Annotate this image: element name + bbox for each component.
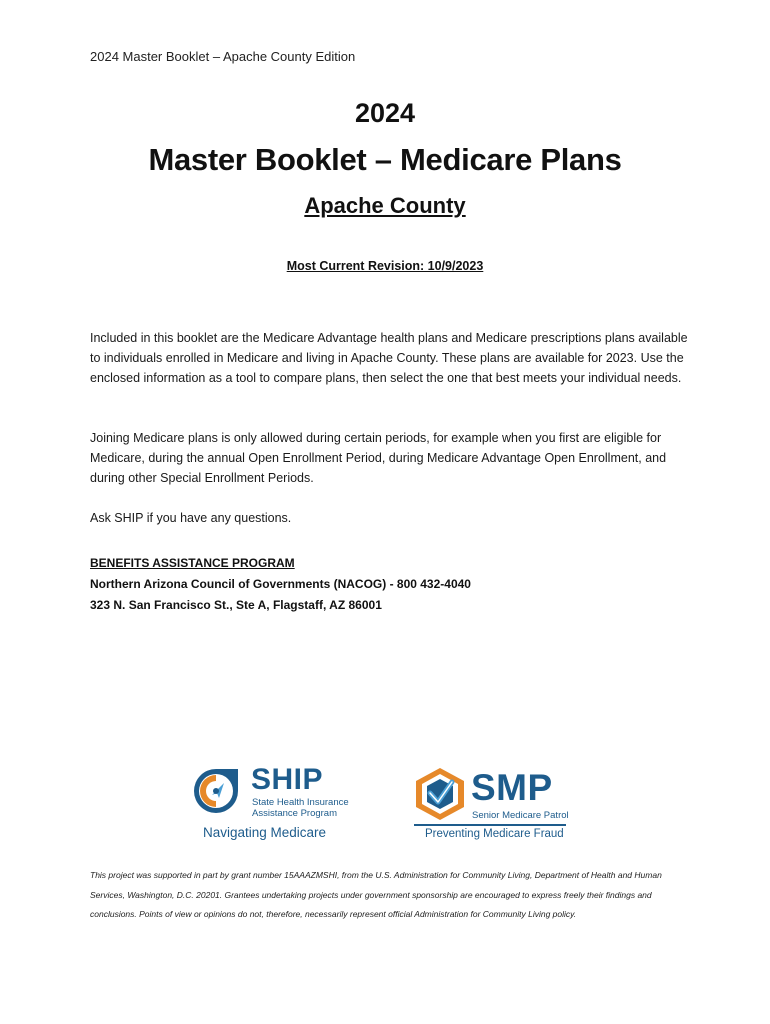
cover-title: Master Booklet – Medicare Plans (148, 142, 622, 177)
questions-paragraph: Ask SHIP if you have any questions. (90, 511, 292, 525)
contact-address: 323 N. San Francisco St., Ste A, Flagstaff, AZ 86001 (90, 598, 382, 612)
contact-heading: BENEFITS ASSISTANCE PROGRAM (90, 556, 295, 570)
ship-logo-title: SHIP (251, 763, 324, 796)
grant-disclaimer: This project was supported in part by grant number 15AAAZMSHI, from the U.S. Administration for Community Living, Department of Health and Human Services, Washington, D.C. 20201. Grantees undertaking projects under government sponsorship are encouraged to express freely their findings and conclusions. Points of view or opinions do not, therefore, necessarily represent official Administration for Community Living policy. (90, 870, 662, 919)
cover-county: Apache County (304, 193, 466, 218)
contact-organization: Northern Arizona Council of Governments (NACOG) - 800 432-4040 (90, 577, 471, 591)
ship-subtitle-line2: Assistance Program (252, 808, 338, 819)
smp-tagline: Preventing Medicare Fraud (425, 828, 564, 840)
ship-logo-subtitle (252, 797, 349, 819)
smp-shield-icon (412, 766, 468, 822)
ship-logo-icon (190, 765, 242, 817)
smp-logo-subtitle: Senior Medicare Patrol (472, 810, 569, 821)
revision-date: Most Current Revision: 10/9/2023 (286, 259, 484, 273)
ship-subtitle-line1: State Health Insurance (252, 797, 349, 808)
contact-block (90, 553, 471, 616)
smp-divider (414, 824, 566, 826)
intro-paragraph: Included in this booklet are the Medicare Advantage health plans and Medicare prescriptions plans available to individuals enrolled in Medicare and living in Apache County. These plans are available for 2023. Use the enclosed information as a tool to compare plans, then select the one that best meets your individual needs. (90, 331, 688, 385)
smp-logo-title: SMP (471, 767, 553, 808)
running-header: 2024 Master Booklet – Apache County Edition (90, 49, 356, 64)
ship-tagline: Navigating Medicare (203, 825, 327, 840)
cover-year: 2024 (354, 98, 416, 128)
enrollment-paragraph: Joining Medicare plans is only allowed during certain periods, for example when you first are eligible for Medicare, during the annual Open Enrollment Period, during Medicare Advantage Open Enrollment, and during other Special Enrollment Periods. (90, 431, 667, 485)
